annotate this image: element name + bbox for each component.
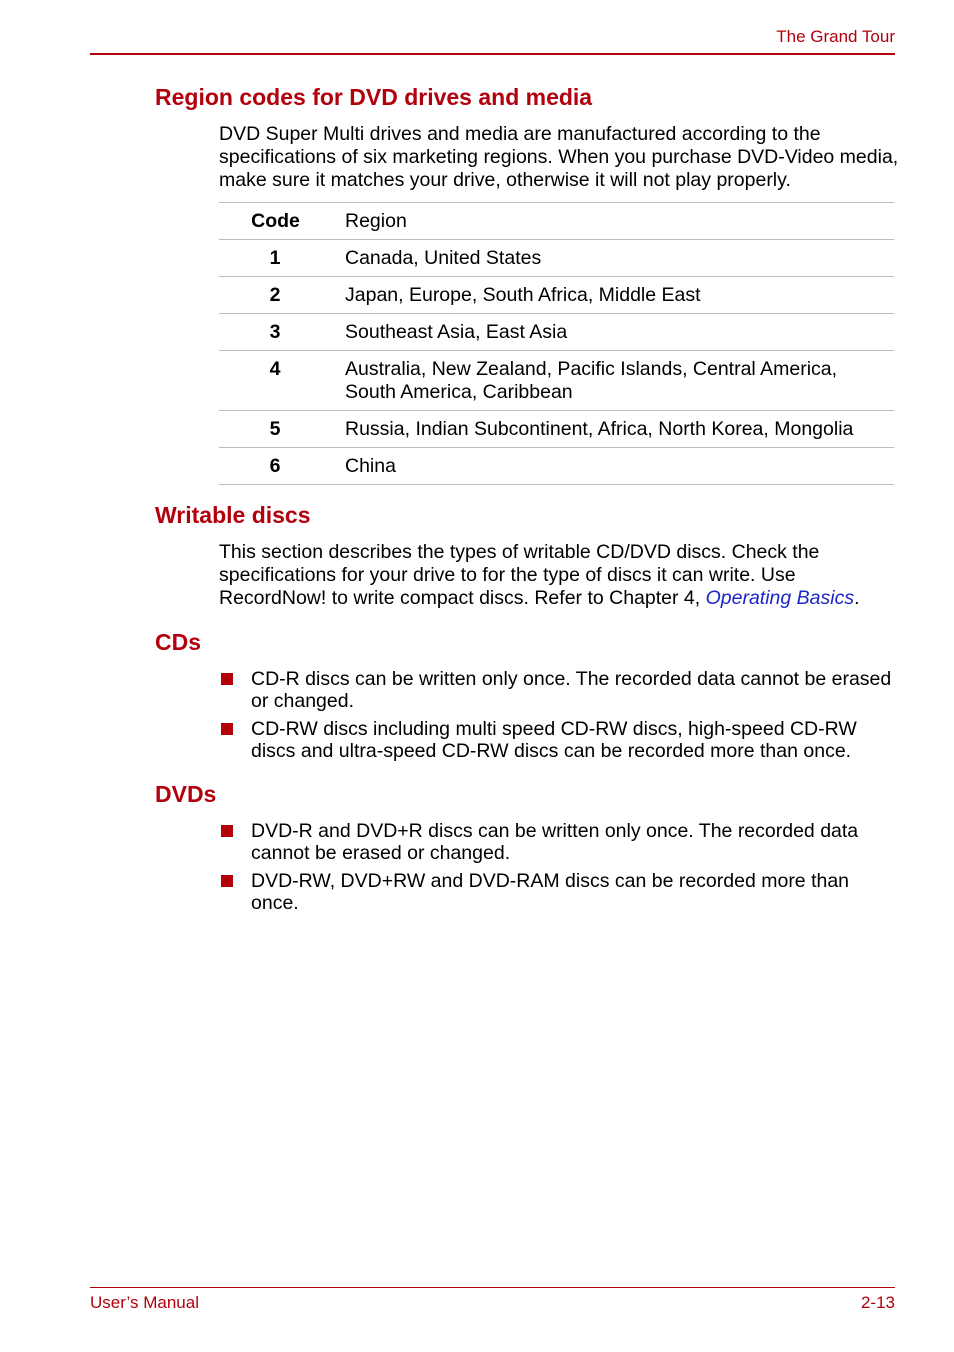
writable-intro-paragraph [219,541,899,610]
region-codes-table [219,202,894,485]
writable-text-before-link: This section describes the types of writable CD/DVD discs. Check the specifications for your drive to for the type of discs it can write. Use RecordNow! to write compact discs. Refer to Chapter 4, [219,541,820,609]
region-name-cell: Japan, Europe, South Africa, Middle East [332,277,894,314]
region-code-cell: 5 [219,411,332,448]
column-header-region: Region [332,203,894,240]
footer-page-number: 2-13 [860,1293,895,1312]
list-item [219,870,899,914]
list-item-text: DVD-R and DVD+R discs can be written only once. The recorded data cannot be erased or changed. [251,820,859,864]
header-divider [90,53,895,55]
list-item [219,820,899,864]
list-item-text: CD-RW discs including multi speed CD-RW discs, high-speed CD-RW discs and ultra-speed CD-RW discs can be recorded more than once. [251,718,857,762]
cds-bullet-list [219,668,899,768]
region-intro-paragraph: DVD Super Multi drives and media are manufactured according to the specifications of six marketing regions. When you purchase DVD-Video media, make sure it matches your drive, otherwise it will not play properly. [219,123,899,191]
square-bullet-icon [221,723,233,735]
footer-manual-title: User’s Manual [90,1293,199,1312]
region-name-cell: Russia, Indian Subcontinent, Africa, North Korea, Mongolia [332,411,894,448]
region-code-cell: 6 [219,448,332,485]
region-name-cell: Canada, United States [332,240,894,277]
table-row [219,411,894,448]
list-item [219,718,899,762]
operating-basics-link[interactable]: Operating Basics [705,587,855,609]
running-header-title: The Grand Tour [776,27,895,46]
region-code-cell: 4 [219,351,332,411]
column-header-code: Code [219,203,332,240]
table-row [219,351,894,411]
table-row [219,240,894,277]
heading-dvds: DVDs [155,781,217,807]
region-code-cell: 3 [219,314,332,351]
heading-region-codes: Region codes for DVD drives and media [155,84,593,110]
list-item [219,668,899,712]
footer-divider [90,1287,895,1288]
region-name-cell: Australia, New Zealand, Pacific Islands, Central America, South America, Caribbean [332,351,894,411]
heading-cds: CDs [155,629,202,655]
list-item-text: CD-R discs can be written only once. The recorded data cannot be erased or changed. [251,668,892,712]
dvds-bullet-list [219,820,899,920]
square-bullet-icon [221,875,233,887]
region-code-cell: 2 [219,277,332,314]
region-name-cell: Southeast Asia, East Asia [332,314,894,351]
region-code-cell: 1 [219,240,332,277]
table-row [219,277,894,314]
square-bullet-icon [221,673,233,685]
table-header-row [219,203,894,240]
region-name-cell: China [332,448,894,485]
square-bullet-icon [221,825,233,837]
list-item-text: DVD-RW, DVD+RW and DVD-RAM discs can be recorded more than once. [251,870,850,914]
heading-writable-discs: Writable discs [155,502,311,528]
table-row [219,448,894,485]
writable-text-after-link: . [854,587,860,609]
table-row [219,314,894,351]
